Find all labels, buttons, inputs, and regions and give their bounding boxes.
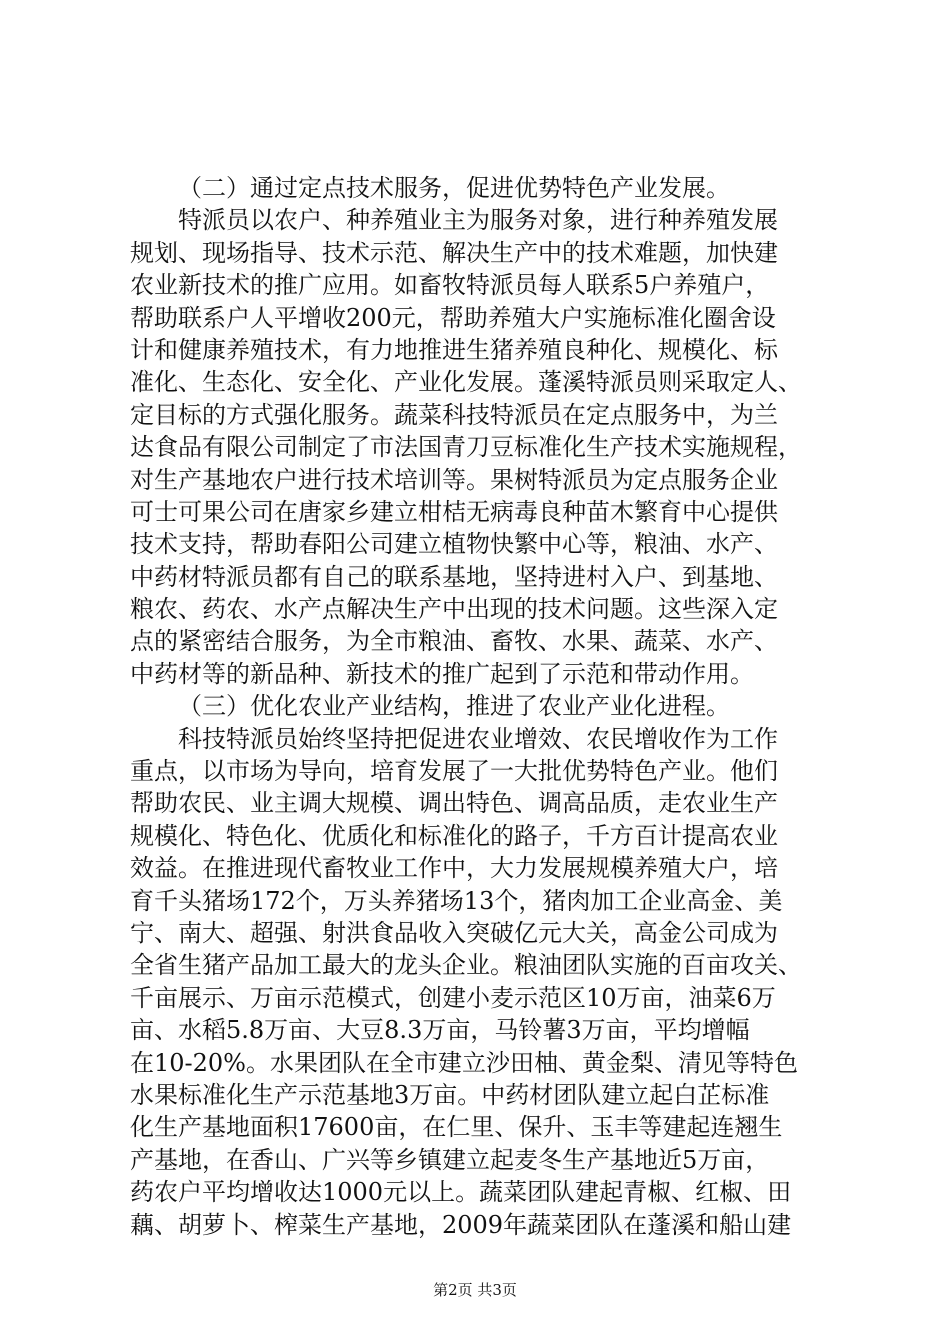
paragraph-line: 农业新技术的推广应用。如畜牧特派员每人联系5户养殖户， [130, 271, 770, 300]
paragraph-line: 药农户平均增收达1000元以上。蔬菜团队建起青椒、红椒、田 [130, 1178, 792, 1207]
paragraph-line: 藕、胡萝卜、榨菜生产基地，2009年蔬菜团队在蓬溪和船山建 [130, 1210, 792, 1239]
paragraph-line: 中药材等的新品种、新技术的推广起到了示范和带动作用。 [130, 659, 754, 688]
paragraph-line: 计和健康养殖技术，有力地推进生猪养殖良种化、规模化、标 [130, 335, 778, 364]
paragraph-line: 特派员以农户、种养殖业主为服务对象，进行种养殖发展 [178, 206, 778, 235]
body-text [130, 172, 830, 1241]
paragraph-line: 可士可果公司在唐家乡建立柑桔无病毒良种苗木繁育中心提供 [130, 497, 778, 526]
paragraph-line: 千亩展示、万亩示范模式，创建小麦示范区10万亩，油菜6万 [130, 983, 776, 1012]
paragraph-line: 亩、水稻5.8万亩、大豆8.3万亩，马铃薯3万亩，平均增幅 [130, 1016, 750, 1045]
paragraph-line: 粮农、药农、水产点解决生产中出现的技术问题。这些深入定 [130, 595, 778, 624]
paragraph-line: 产基地，在香山、广兴等乡镇建立起麦冬生产基地近5万亩， [130, 1145, 770, 1174]
paragraph-line: 技术支持，帮助春阳公司建立植物快繁中心等，粮油、水产、 [130, 530, 778, 559]
paragraph-line: 全省生猪产品加工最大的龙头企业。粮油团队实施的百亩攻关、 [130, 951, 802, 980]
paragraph-line: 在10-20%。水果团队在全市建立沙田柚、黄金梨、清见等特色 [130, 1048, 798, 1077]
paragraph-line: 育千头猪场172个，万头养猪场13个，猪肉加工企业高金、美 [130, 886, 783, 915]
paragraph-line: 帮助联系户人平增收200元，帮助养殖大户实施标准化圈舍设 [130, 303, 776, 332]
paragraph-line: 点的紧密结合服务，为全市粮油、畜牧、水果、蔬菜、水产、 [130, 627, 778, 656]
paragraph-line: 帮助农民、业主调大规模、调出特色、调高品质，走农业生产 [130, 789, 778, 818]
paragraph-line: 中药材特派员都有自己的联系基地，坚持进村入户、到基地、 [130, 562, 778, 591]
section-heading: （三）优化农业产业结构，推进了农业产业化进程。 [178, 692, 730, 721]
paragraph-line: 宁、南大、超强、射洪食品收入突破亿元大关，高金公司成为 [130, 918, 778, 947]
paragraph-line: 规模化、特色化、优质化和标准化的路子，千方百计提高农业 [130, 821, 778, 850]
paragraph-line: 规划、现场指导、技术示范、解决生产中的技术难题，加快建 [130, 238, 778, 267]
paragraph-line: 科技特派员始终坚持把促进农业增效、农民增收作为工作 [178, 724, 778, 753]
paragraph-line: 重点，以市场为导向，培育发展了一大批优势特色产业。他们 [130, 757, 778, 786]
paragraph-line: 对生产基地农户进行技术培训等。果树特派员为定点服务企业 [130, 465, 778, 494]
paragraph-line: 效益。在推进现代畜牧业工作中，大力发展规模养殖大户，培 [130, 854, 778, 883]
section-heading: （二）通过定点技术服务，促进优势特色产业发展。 [178, 174, 730, 202]
paragraph-line: 化生产基地面积17600亩，在仁里、保升、玉丰等建起连翘生 [130, 1113, 783, 1142]
paragraph-line: 水果标准化生产示范基地3万亩。中药材团队建立起白芷标准 [130, 1080, 770, 1109]
paragraph-line: 准化、生态化、安全化、产业化发展。蓬溪特派员则采取定人、 [130, 368, 802, 397]
paragraph-line: 定目标的方式强化服务。蔬菜科技特派员在定点服务中，为兰 [130, 400, 778, 429]
paragraph-line: 达食品有限公司制定了市法国青刀豆标准化生产技术实施规程， [130, 433, 802, 462]
page-number: 第2页 共3页 [433, 1281, 517, 1299]
